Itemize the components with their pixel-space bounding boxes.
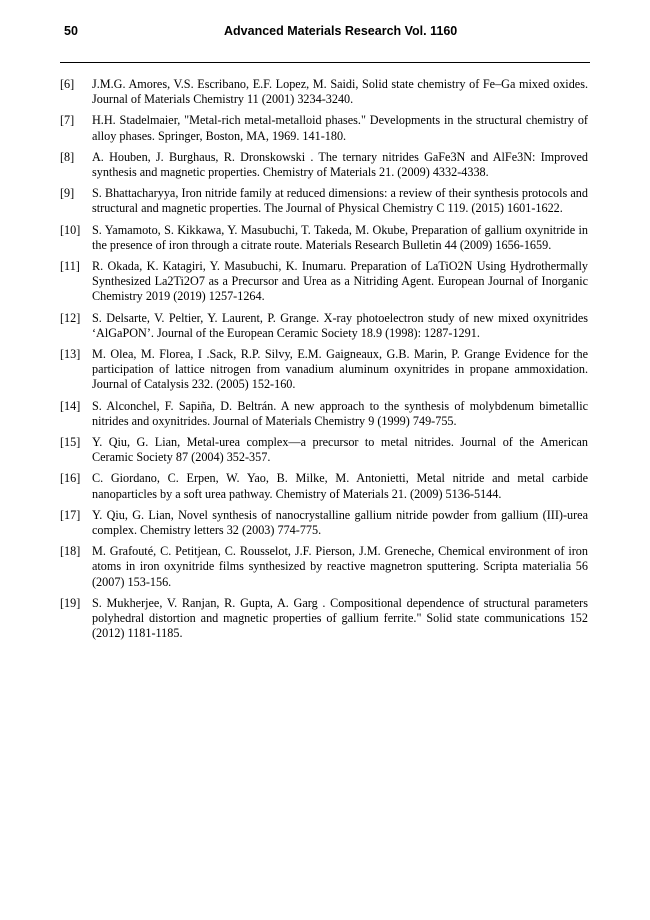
reference-text: S. Alconchel, F. Sapiña, D. Beltrán. A new approach to the synthesis of molybdenum bimetallic nitrides and oxynitrides. Journal of Materials Chemistry 9 (1999) 749-755. <box>92 398 588 428</box>
reference-item <box>60 77 588 107</box>
reference-text: M. Grafouté, C. Petitjean, C. Rousselot, J.F. Pierson, J.M. Greneche, Chemical environment of iron atoms in iron oxynitride films synthesized by reactive magnetron sputtering. Scripta materialia 56 (2007) 153-156. <box>92 544 588 589</box>
reference-number: [10] <box>60 222 81 237</box>
reference-item <box>60 311 588 341</box>
reference-item <box>60 399 588 429</box>
reference-text: C. Giordano, C. Erpen, W. Yao, B. Milke, M. Antonietti, Metal nitride and metal carbide nanoparticles by a soft urea pathway. Chemistry of Materials 21. (2009) 5136-5144. <box>92 471 588 501</box>
header-rule <box>60 62 590 63</box>
reference-text: S. Bhattacharyya, Iron nitride family at reduced dimensions: a review of their synthesis protocols and structural and magnetic properties. The Journal of Physical Chemistry C 119. (2015) 1601-1622. <box>92 186 588 216</box>
reference-text: Y. Qiu, G. Lian, Metal-urea complex—a precursor to metal nitrides. Journal of the American Ceramic Society 87 (2004) 352-357. <box>92 435 588 465</box>
reference-number: [15] <box>60 435 81 450</box>
reference-item <box>60 544 588 590</box>
reference-number: [12] <box>60 310 81 325</box>
reference-item <box>60 150 588 180</box>
reference-text: S. Delsarte, V. Peltier, Y. Laurent, P. Grange. X-ray photoelectron study of new mixed oxynitrides ‘AlGaPON’. Journal of the European Ceramic Society 18.9 (1998): 1287-1291. <box>92 310 588 340</box>
reference-number: [19] <box>60 595 81 610</box>
running-header <box>64 24 590 42</box>
reference-item <box>60 471 588 501</box>
reference-item <box>60 223 588 253</box>
journal-title: Advanced Materials Research Vol. 1160 <box>224 24 458 38</box>
reference-number: [9] <box>60 186 75 201</box>
reference-item <box>60 596 588 642</box>
reference-item <box>60 113 588 143</box>
reference-item <box>60 435 588 465</box>
reference-text: M. Olea, M. Florea, I .Sack, R.P. Silvy, E.M. Gaigneaux, G.B. Marin, P. Grange Evidence for the participation of lattice nitrogen from vanadium aluminum oxynitrides in propane ammoxidation. Journal of Catalysis 232. (2005) 152-160. <box>92 347 588 392</box>
reference-text: A. Houben, J. Burghaus, R. Dronskowski . The ternary nitrides GaFe3N and AlFe3N: Improved synthesis and magnetic properties. Chemistry of Materials 21. (2009) 4332-4338. <box>92 149 588 180</box>
reference-item <box>60 347 588 393</box>
reference-text: R. Okada, K. Katagiri, Y. Masubuchi, K. Inumaru. Preparation of LaTiO2N Using Hydrothermally Synthesized La2Ti2O7 as a Precursor and Urea as a Nitriding Agent. European Journal of Inorganic Chemistry 2019 (2019) 1257-1264. <box>92 259 588 304</box>
reference-text: J.M.G. Amores, V.S. Escribano, E.F. Lopez, M. Saidi, Solid state chemistry of Fe–Ga mixed oxides. Journal of Materials Chemistry 11 (2001) 3234-3240. <box>92 77 588 107</box>
reference-item <box>60 186 588 216</box>
reference-number: [6] <box>60 77 75 91</box>
reference-number: [13] <box>60 347 81 362</box>
reference-item <box>60 259 588 305</box>
reference-number: [18] <box>60 544 81 559</box>
reference-number: [17] <box>60 507 81 522</box>
reference-item <box>60 508 588 538</box>
reference-number: [7] <box>60 113 75 128</box>
reference-number: [16] <box>60 471 81 486</box>
page-number: 50 <box>64 24 78 38</box>
reference-text: H.H. Stadelmaier, "Metal-rich metal-metalloid phases." Developments in the structural chemistry of alloy phases. Springer, Boston, MA, 1969. 141-180. <box>92 113 588 143</box>
reference-number: [8] <box>60 149 75 164</box>
reference-list <box>60 77 588 648</box>
reference-text: S. Mukherjee, V. Ranjan, R. Gupta, A. Garg . Compositional dependence of structural parameters polyhedral distortion and magnetic properties of gallium ferrite." Solid state communications 152 (2012) 1181-1185. <box>92 595 588 641</box>
reference-number: [14] <box>60 398 81 413</box>
reference-text: S. Yamamoto, S. Kikkawa, Y. Masubuchi, T. Takeda, M. Okube, Preparation of gallium oxynitride in the presence of iron through a citrate route. Materials Research Bulletin 44 (2009) 1656-1659. <box>92 222 588 252</box>
reference-text: Y. Qiu, G. Lian, Novel synthesis of nanocrystalline gallium nitride powder from gallium (III)-urea complex. Chemistry letters 32 (2003) 774-775. <box>92 507 588 538</box>
reference-number: [11] <box>60 259 80 274</box>
